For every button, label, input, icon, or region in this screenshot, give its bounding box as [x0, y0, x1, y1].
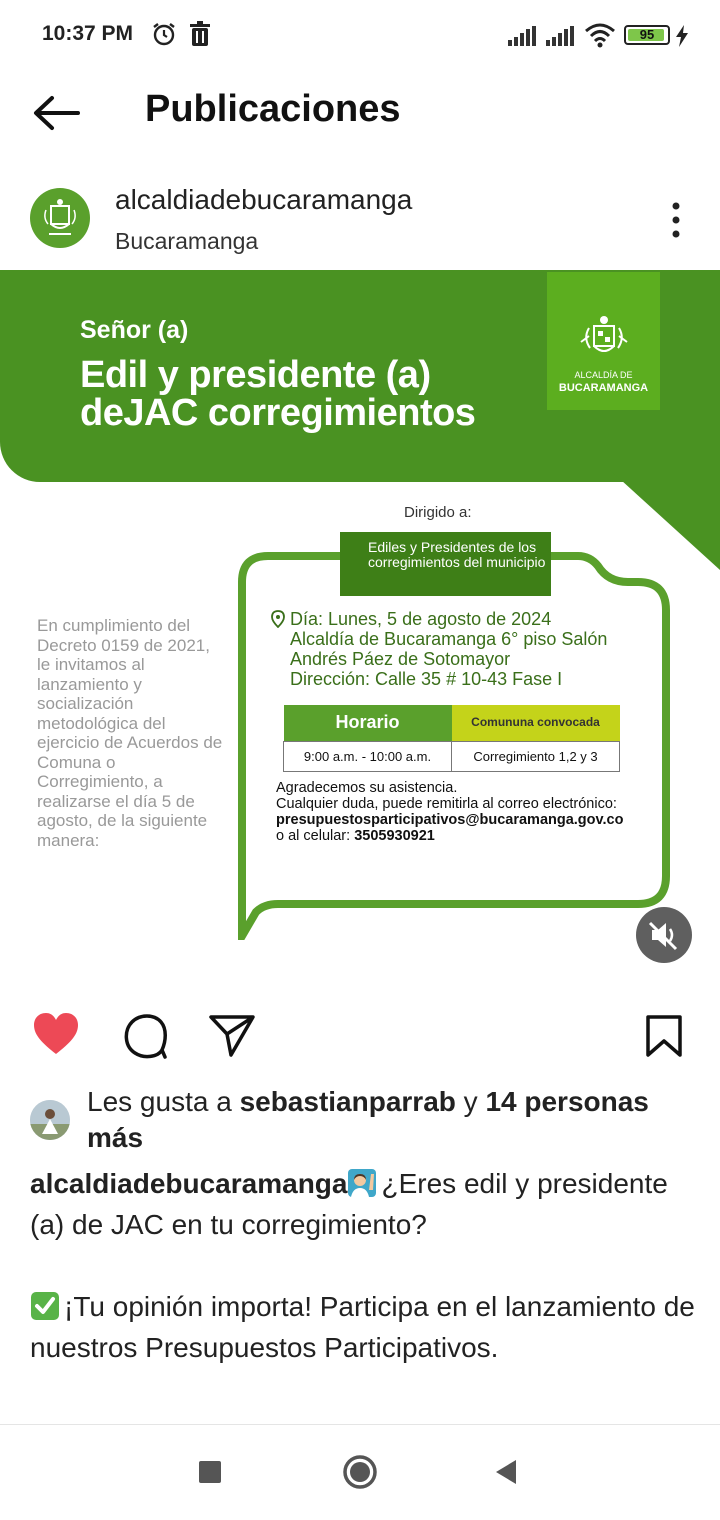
- likes-middle: y: [455, 1086, 486, 1117]
- alcaldia-logo-icon: [30, 188, 90, 248]
- intro-text: En cumplimiento del Decreto 0159 de 2021, le invitamos al lanzamiento y socialización metodológica del ejercicio de Acuerdos de Comuna o Corregimiento, a realizarse el día 5 de agosto, de la siguiente manera:: [37, 616, 223, 850]
- page-title: Publicaciones: [145, 88, 401, 130]
- contact-line: Cualquier duda, puede remitirla al correo electrónico:: [276, 796, 617, 812]
- share-button[interactable]: [208, 1012, 256, 1063]
- banner-subtitle: Señor (a): [80, 316, 189, 344]
- person-raising-hand-icon: [347, 1168, 377, 1198]
- account-avatar[interactable]: [30, 188, 90, 248]
- signal-icon: [508, 26, 538, 46]
- location-pin-icon: [270, 610, 286, 628]
- comment-icon: [120, 1012, 168, 1060]
- dirigido-label: Dirigido a:: [404, 504, 472, 521]
- delete-icon: [188, 20, 212, 48]
- alarm-icon: [150, 20, 178, 48]
- comment-button[interactable]: [120, 1012, 168, 1065]
- battery-level: 95: [639, 27, 655, 42]
- likes-summary[interactable]: [87, 1084, 697, 1156]
- user-photo-icon: [30, 1100, 70, 1140]
- banner-title: Edil y presidente (a) deJAC corregimientos: [80, 354, 476, 434]
- check-mark-icon: [30, 1291, 60, 1321]
- triangle-back-icon: [494, 1459, 518, 1485]
- event-details: [290, 609, 620, 689]
- event-date: Día: Lunes, 5 de agosto de 2024: [290, 609, 552, 629]
- post-image[interactable]: [0, 270, 720, 990]
- caption-text-2: ¡Tu opinión importa! Participa en el lanzamiento de nuestros Presupuestos Participativos.: [30, 1291, 695, 1363]
- thanks-line: Agradecemos su asistencia.: [276, 780, 458, 796]
- like-button[interactable]: [32, 1012, 80, 1061]
- charging-icon: [675, 25, 689, 47]
- account-location[interactable]: Bucaramanga: [115, 228, 259, 254]
- circle-home-icon: [341, 1453, 379, 1491]
- recents-button[interactable]: [198, 1460, 222, 1489]
- signal-icon-2: [546, 26, 576, 46]
- caption-paragraph-1: [30, 1163, 700, 1245]
- bookmark-icon: [644, 1014, 684, 1058]
- contact-email: presupuestosparticipativos@bucaramanga.gov.co: [276, 812, 624, 828]
- paper-plane-icon: [208, 1012, 256, 1058]
- likes-others[interactable]: 14 personas más: [87, 1086, 649, 1153]
- account-name[interactable]: alcaldiadebucaramanga: [115, 184, 413, 215]
- liker-avatar[interactable]: [30, 1100, 70, 1140]
- arrow-left-icon: [30, 88, 84, 138]
- dirigido-box: Ediles y Presidentes de los corregimientos del municipio: [340, 532, 551, 596]
- post-caption: [30, 1163, 700, 1409]
- status-time: 10:37 PM: [42, 22, 134, 45]
- logo-label-line2: BUCARAMANGA: [558, 382, 649, 394]
- table-row: [284, 741, 620, 771]
- more-vertical-icon: [660, 198, 692, 242]
- caption-text-1: ¿Eres edil y presidente (a) de JAC en tu corregimiento?: [30, 1168, 668, 1240]
- table-header-horario: Horario: [284, 705, 452, 741]
- schedule-table: [283, 705, 620, 772]
- event-room: Andrés Páez de Sotomayor: [290, 649, 511, 669]
- status-bar: [0, 0, 720, 70]
- back-button[interactable]: [30, 88, 84, 138]
- mute-button[interactable]: [636, 907, 692, 963]
- caption-paragraph-2: [30, 1286, 700, 1368]
- square-icon: [198, 1460, 222, 1484]
- speaker-muted-icon: [636, 907, 692, 963]
- battery-indicator: [624, 25, 670, 45]
- more-options-button[interactable]: [660, 198, 692, 242]
- phone-prefix: o al celular:: [276, 828, 355, 844]
- nav-back-button[interactable]: [494, 1459, 518, 1490]
- heart-icon: [32, 1012, 80, 1056]
- nav-divider: [0, 1424, 720, 1425]
- table-header-comuna: Comununa convocada: [452, 705, 620, 741]
- save-button[interactable]: [644, 1014, 684, 1063]
- contact-info: [276, 780, 646, 844]
- liker-username[interactable]: sebastianparrab: [239, 1086, 456, 1117]
- wifi-icon: [584, 22, 616, 48]
- likes-prefix: Les gusta a: [87, 1086, 240, 1117]
- coat-of-arms-icon: [577, 312, 631, 364]
- table-cell-horario: 9:00 a.m. - 10:00 a.m.: [284, 741, 452, 771]
- contact-phone: 3505930921: [354, 828, 435, 844]
- event-venue: Alcaldía de Bucaramanga 6° piso Salón: [290, 629, 608, 649]
- caption-author[interactable]: alcaldiadebucaramanga: [30, 1168, 348, 1199]
- home-button[interactable]: [341, 1453, 379, 1496]
- table-cell-comuna: Corregimiento 1,2 y 3: [452, 741, 620, 771]
- alcaldia-logo: [547, 272, 660, 410]
- logo-label-line1: ALCALDÍA DE: [574, 370, 633, 380]
- event-address: Dirección: Calle 35 # 10-43 Fase I: [290, 669, 563, 689]
